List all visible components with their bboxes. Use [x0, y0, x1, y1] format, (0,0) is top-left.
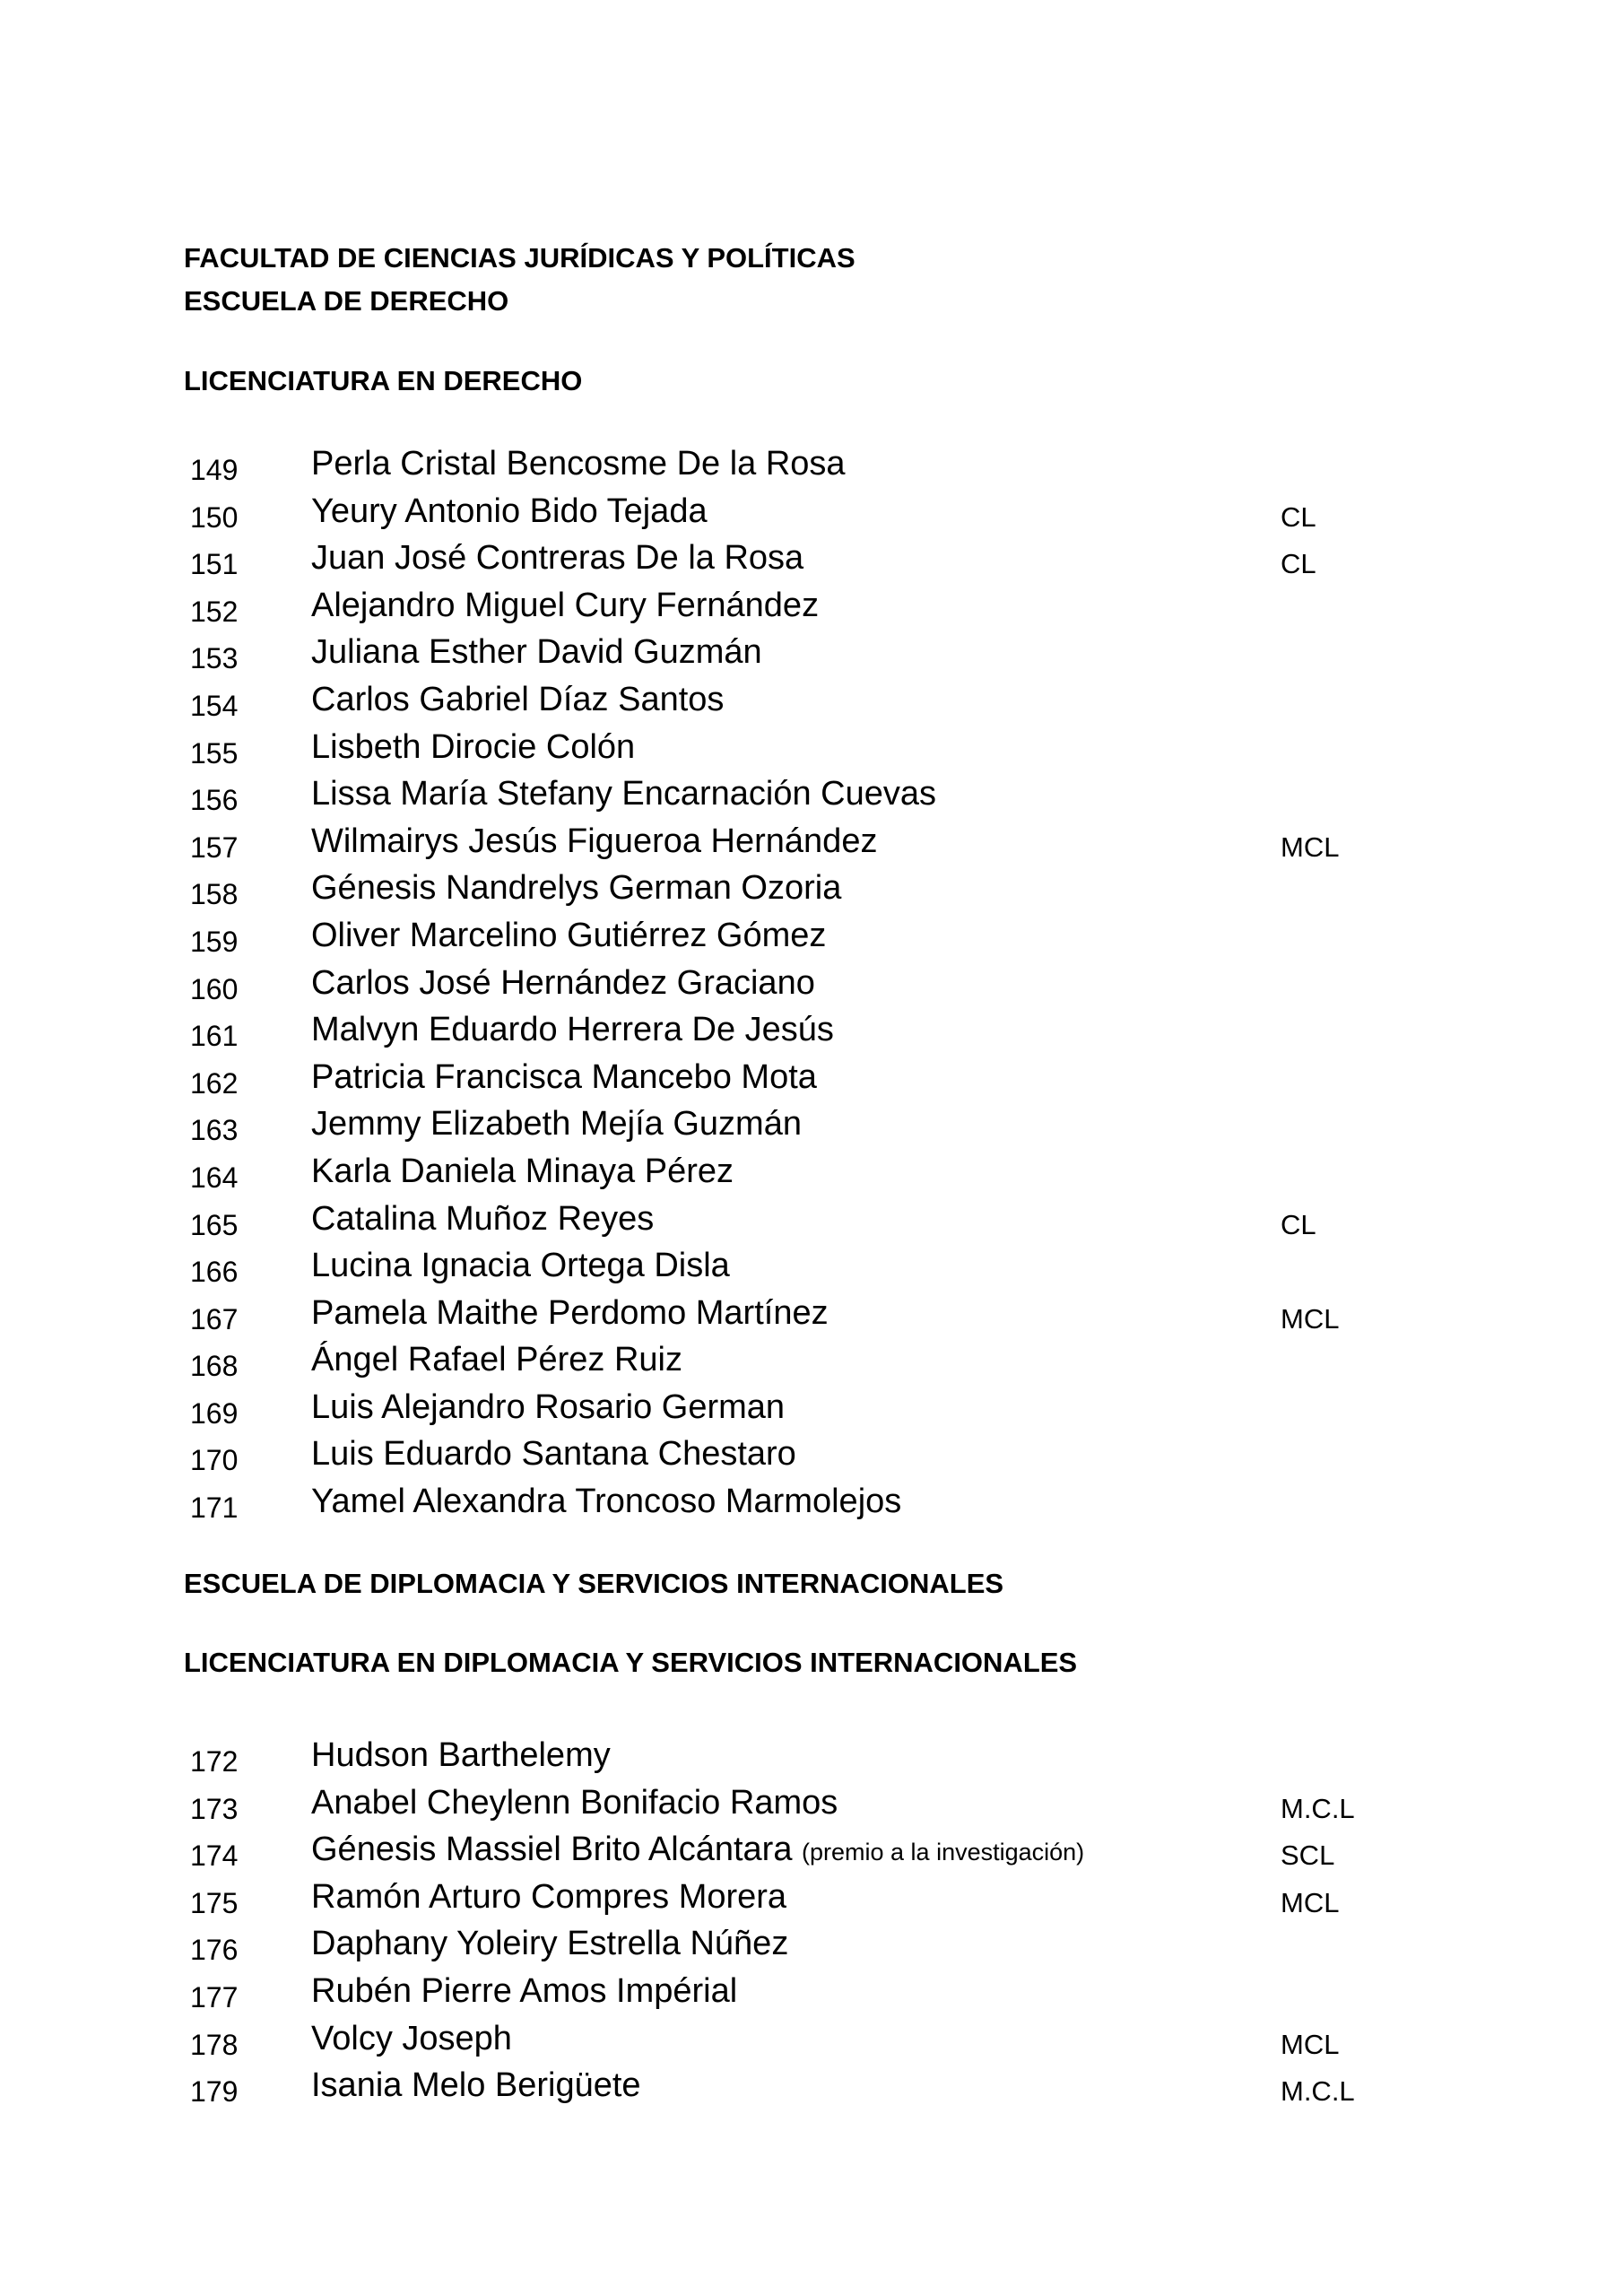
student-number: 178 — [190, 2028, 239, 2061]
student-name — [311, 680, 725, 718]
student-name — [311, 491, 708, 530]
student-name-text: Karla Daniela Minaya Pérez — [311, 1152, 734, 1190]
student-name — [311, 1293, 829, 1332]
student-row — [0, 1383, 1624, 1431]
student-note: (premio a la investigación) — [802, 1839, 1085, 1866]
student-row — [0, 628, 1624, 675]
student-number: 157 — [190, 831, 239, 864]
student-name — [311, 1154, 734, 1188]
student-name-text: Pamela Maithe Perdomo Martínez — [311, 1293, 829, 1332]
student-name — [311, 1831, 1085, 1869]
student-name-text: Isania Melo Berigüete — [311, 2066, 641, 2105]
student-name-text: Juan José Contreras De la Rosa — [311, 539, 804, 578]
student-name — [311, 2019, 512, 2057]
student-name — [311, 447, 846, 481]
student-number: 154 — [190, 689, 239, 722]
student-row — [0, 2014, 1624, 2062]
student-name-text: Luis Eduardo Santana Chestaro — [311, 1435, 796, 1474]
student-name-text: Catalina Muñoz Reyes — [311, 1199, 655, 1238]
student-name-text: Wilmairys Jesús Figueroa Hernández — [311, 822, 878, 860]
student-name-text: Oliver Marcelino Gutiérrez Gómez — [311, 916, 827, 954]
student-number: 173 — [190, 1792, 239, 1825]
student-name — [311, 1013, 834, 1047]
student-row — [0, 1825, 1624, 1873]
student-row — [0, 911, 1624, 959]
student-number: 166 — [190, 1256, 239, 1289]
honor-mark: M.C.L — [1281, 1792, 1355, 1824]
student-number: 162 — [190, 1066, 239, 1100]
student-row — [0, 1195, 1624, 1242]
honor-mark: CL — [1281, 500, 1316, 533]
student-name — [311, 918, 826, 952]
student-name-text: Luis Alejandro Rosario German — [311, 1387, 786, 1426]
honor-mark: CL — [1281, 1208, 1316, 1240]
student-row — [0, 1147, 1624, 1195]
student-name — [311, 824, 877, 858]
student-name-text: Ángel Rafael Pérez Ruiz — [311, 1341, 682, 1379]
student-row — [0, 1967, 1624, 2014]
student-row — [0, 1005, 1624, 1053]
student-row — [0, 487, 1624, 535]
student-number: 161 — [190, 1020, 239, 1053]
diplomacy-student-list — [0, 1731, 1624, 2109]
honor-mark: M.C.L — [1281, 2075, 1355, 2108]
student-name — [311, 1971, 738, 2010]
student-number: 169 — [190, 1396, 239, 1430]
student-row — [0, 1919, 1624, 1967]
student-row — [0, 1430, 1624, 1477]
student-name-text: Rubén Pierre Amos Impérial — [311, 1971, 738, 2010]
student-number: 179 — [190, 2075, 239, 2109]
student-name-text: Lisbeth Dirocie Colón — [311, 727, 636, 766]
student-name-text: Yeury Antonio Bido Tejada — [311, 491, 708, 530]
student-name — [311, 1483, 902, 1521]
student-name-text: Daphany Yoleiry Estrella Núñez — [311, 1925, 789, 1963]
student-name-text: Jemmy Elizabeth Mejía Guzmán — [311, 1105, 802, 1144]
student-name — [311, 1387, 786, 1426]
student-row — [0, 1731, 1624, 1779]
student-name — [311, 1343, 682, 1377]
student-name — [311, 633, 762, 672]
student-row — [0, 1053, 1624, 1100]
student-name — [311, 777, 936, 811]
student-row — [0, 1241, 1624, 1289]
student-number: 172 — [190, 1745, 239, 1778]
student-name-text: Génesis Massiel Brito Alcántara — [311, 1831, 793, 1869]
student-number: 152 — [190, 595, 239, 628]
student-row — [0, 2061, 1624, 2109]
student-row — [0, 675, 1624, 723]
student-name-text: Juliana Esther David Guzmán — [311, 633, 762, 672]
student-row — [0, 1779, 1624, 1826]
student-name — [311, 1248, 730, 1283]
student-number: 174 — [190, 1839, 239, 1873]
honor-mark: SCL — [1281, 1839, 1335, 1872]
student-number: 170 — [190, 1444, 239, 1477]
degree-heading-diplomacy: LICENCIATURA EN DIPLOMACIA Y SERVICIOS INTERNACIONALES — [184, 1647, 1078, 1678]
student-name — [311, 1105, 802, 1144]
student-number: 175 — [190, 1886, 239, 1919]
honor-mark: MCL — [1281, 1302, 1340, 1335]
student-row — [0, 581, 1624, 629]
student-number: 160 — [190, 972, 239, 1005]
student-name-text: Carlos José Hernández Graciano — [311, 963, 815, 1002]
honor-mark: MCL — [1281, 1886, 1340, 1918]
student-row — [0, 1873, 1624, 1920]
student-number: 163 — [190, 1114, 239, 1147]
student-number: 167 — [190, 1302, 239, 1335]
student-row — [0, 723, 1624, 770]
student-number: 165 — [190, 1208, 239, 1241]
student-number: 159 — [190, 925, 239, 958]
student-name-text: Lissa María Stefany Encarnación Cuevas — [311, 775, 937, 813]
faculty-title: FACULTAD DE CIENCIAS JURÍDICAS Y POLÍTICAS — [184, 242, 855, 274]
student-name-text: Génesis Nandrelys German Ozoria — [311, 869, 842, 908]
student-number: 176 — [190, 1934, 239, 1967]
student-number: 150 — [190, 500, 239, 534]
student-name — [311, 727, 636, 766]
student-name — [311, 1199, 655, 1238]
student-name — [311, 588, 819, 622]
student-number: 158 — [190, 878, 239, 911]
law-student-list — [0, 439, 1624, 1525]
student-name — [311, 1926, 788, 1961]
student-row — [0, 770, 1624, 817]
student-row — [0, 534, 1624, 581]
student-row — [0, 1289, 1624, 1336]
student-number: 156 — [190, 784, 239, 817]
student-name-text: Volcy Joseph — [311, 2019, 512, 2057]
student-number: 171 — [190, 1492, 239, 1525]
student-name-text: Perla Cristal Bencosme De la Rosa — [311, 445, 846, 483]
student-row — [0, 864, 1624, 911]
student-name — [311, 2066, 641, 2105]
student-number: 168 — [190, 1350, 239, 1383]
student-row — [0, 439, 1624, 487]
student-name — [311, 869, 842, 908]
degree-heading-law: LICENCIATURA EN DERECHO — [184, 365, 583, 396]
student-name — [311, 1783, 838, 1822]
honor-mark: CL — [1281, 548, 1316, 580]
student-number: 153 — [190, 642, 239, 675]
student-name-text: Alejandro Miguel Cury Fernández — [311, 586, 820, 624]
honor-mark: MCL — [1281, 831, 1340, 863]
honor-mark: MCL — [1281, 2028, 1340, 2060]
student-row — [0, 1100, 1624, 1147]
student-name-text: Lucina Ignacia Ortega Disla — [311, 1247, 730, 1285]
student-name — [311, 1877, 787, 1916]
student-number: 177 — [190, 1980, 239, 2013]
school-heading-diplomacy: ESCUELA DE DIPLOMACIA Y SERVICIOS INTERNACIONALES — [184, 1568, 1004, 1599]
student-name-text: Patricia Francisca Mancebo Mota — [311, 1057, 817, 1096]
student-row — [0, 1335, 1624, 1383]
student-number: 164 — [190, 1161, 239, 1194]
student-name — [311, 1435, 796, 1474]
student-name — [311, 1738, 611, 1772]
student-number: 151 — [190, 548, 239, 581]
student-number: 149 — [190, 454, 239, 486]
student-number: 155 — [190, 736, 239, 770]
student-name-text: Anabel Cheylenn Bonifacio Ramos — [311, 1783, 838, 1822]
student-name-text: Carlos Gabriel Díaz Santos — [311, 680, 725, 718]
student-name — [311, 1057, 817, 1096]
student-row — [0, 1477, 1624, 1525]
student-name — [311, 963, 815, 1002]
student-name-text: Ramón Arturo Compres Morera — [311, 1877, 787, 1916]
student-row — [0, 959, 1624, 1006]
student-name-text: Hudson Barthelemy — [311, 1736, 611, 1774]
student-name-text: Malvyn Eduardo Herrera De Jesús — [311, 1011, 834, 1049]
school-heading-law: ESCUELA DE DERECHO — [184, 285, 509, 317]
student-name — [311, 539, 804, 578]
student-row — [0, 817, 1624, 865]
student-name-text: Yamel Alexandra Troncoso Marmolejos — [311, 1483, 902, 1521]
